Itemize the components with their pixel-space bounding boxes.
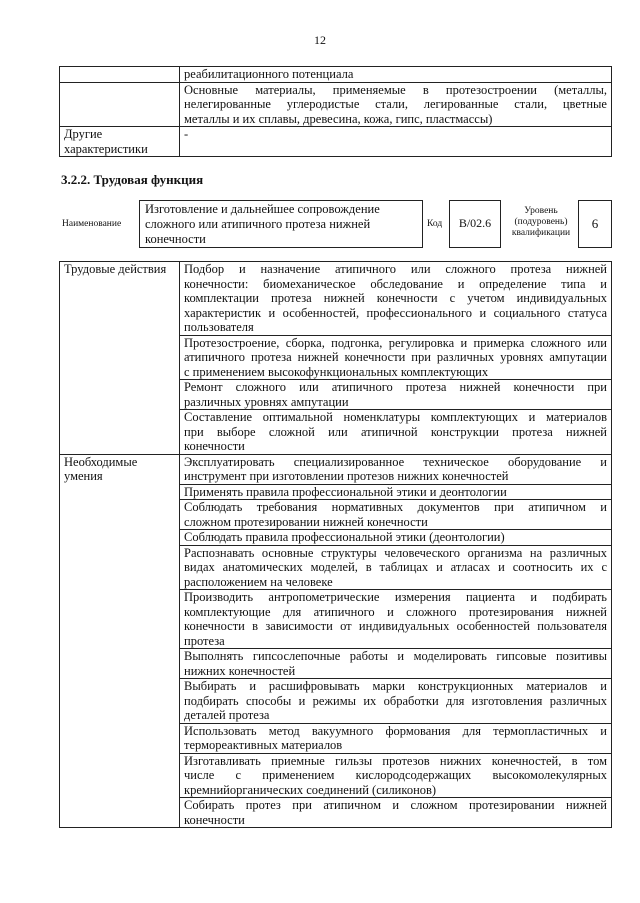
row-label: Необходимые умения bbox=[60, 454, 180, 828]
level-label: Уровень (подуровень) квалификации bbox=[511, 206, 571, 238]
level-box bbox=[578, 200, 612, 248]
function-name-line: конечности bbox=[145, 232, 206, 246]
list-item: Собирать протез при атипичном и сложном протезировании нижней конечности bbox=[180, 798, 612, 828]
list-item: Использовать метод вакуумного формования для термопластичных и термореактивных материалов bbox=[180, 723, 612, 753]
code-value: B/02.6 bbox=[458, 216, 492, 230]
table-cell: реабилитационного потенциала bbox=[180, 67, 612, 83]
code-box bbox=[449, 200, 501, 248]
list-item: Производить антропометрические измерения пациента и подбирать комплектующие для атипичного и сложного протезирования нижней конечности в зависимости от индивидуальных особенностей пользователя протеза bbox=[180, 590, 612, 649]
code-label: Код bbox=[427, 219, 443, 229]
page-number: 12 bbox=[314, 33, 326, 47]
list-item: Подбор и назначение атипичного или сложного протеза нижней конечности: биомеханическое обследование и определение типа и комплектации протеза нижней конечности с учетом индивидуальных характеристик и особенностей, профессионального и социального статуса пользователя bbox=[180, 262, 612, 336]
list-item: Эксплуатировать специализированное техническое оборудование и инструмент при изготовлении протезов нижних конечностей bbox=[180, 454, 612, 484]
function-name-line: Изготовление и дальнейшее сопровождение bbox=[145, 202, 380, 216]
table-cell: - bbox=[180, 127, 612, 157]
list-item: Распознавать основные структуры человеческого организма на различных видах анатомических моделей, в таблицах и атласах и соотносить их с расположением на человеке bbox=[180, 545, 612, 590]
characteristics-table bbox=[59, 66, 612, 157]
list-item: Соблюдать требования нормативных документов при атипичном и сложном протезировании нижней конечности bbox=[180, 500, 612, 530]
level-value: 6 bbox=[591, 216, 599, 231]
row-label: Другие характеристики bbox=[60, 127, 180, 157]
row-label: Трудовые действия bbox=[60, 262, 180, 455]
list-item: Изготавливать приемные гильзы протезов нижних конечностей, в том числе с применением кислородсодержащих высокомолекулярных кремнийорганических соединений (силиконов) bbox=[180, 753, 612, 798]
list-item: Ремонт сложного или атипичного протеза нижней конечности при различных уровнях ампутации bbox=[180, 380, 612, 410]
list-item: Протезостроение, сборка, подгонка, регулировка и примерка сложного или атипичного протеза нижней конечности при различных уровнях ампутации с применением высокофункциональных комплектующих bbox=[180, 335, 612, 380]
list-item: Применять правила профессиональной этики и деонтологии bbox=[180, 484, 612, 500]
list-item: Выполнять гипсослепочные работы и моделировать гипсовые позитивы нижних конечностей bbox=[180, 649, 612, 679]
table-cell-empty bbox=[60, 82, 180, 127]
section-heading: 3.2.2. Трудовая функция bbox=[61, 172, 204, 187]
table-row bbox=[60, 67, 612, 83]
list-item: Соблюдать правила профессиональной этики (деонтологии) bbox=[180, 530, 612, 546]
table-cell: Основные материалы, применяемые в протезостроении (металлы, нелегированные углеродистые стали, легированные стали, цветные металлы и их сплавы, древесина, кожа, гипс, пластмассы) bbox=[180, 82, 612, 127]
list-item: Составление оптимальной номенклатуры комплектующих и материалов при выборе сложной или атипичной конструкции протеза нижней конечности bbox=[180, 410, 612, 455]
table-cell-empty bbox=[60, 67, 180, 83]
table-row bbox=[60, 127, 612, 157]
function-table bbox=[59, 261, 612, 828]
table-row bbox=[60, 262, 612, 336]
table-row bbox=[60, 82, 612, 127]
table-row bbox=[60, 454, 612, 484]
function-name-box bbox=[139, 200, 423, 248]
function-name-line: сложного или атипичного протеза нижней bbox=[145, 217, 371, 231]
name-label: Наименование bbox=[62, 219, 122, 229]
list-item: Выбирать и расшифровывать марки конструкционных материалов и подбирать способы и режимы их обработки для изготовления различных деталей протеза bbox=[180, 679, 612, 724]
